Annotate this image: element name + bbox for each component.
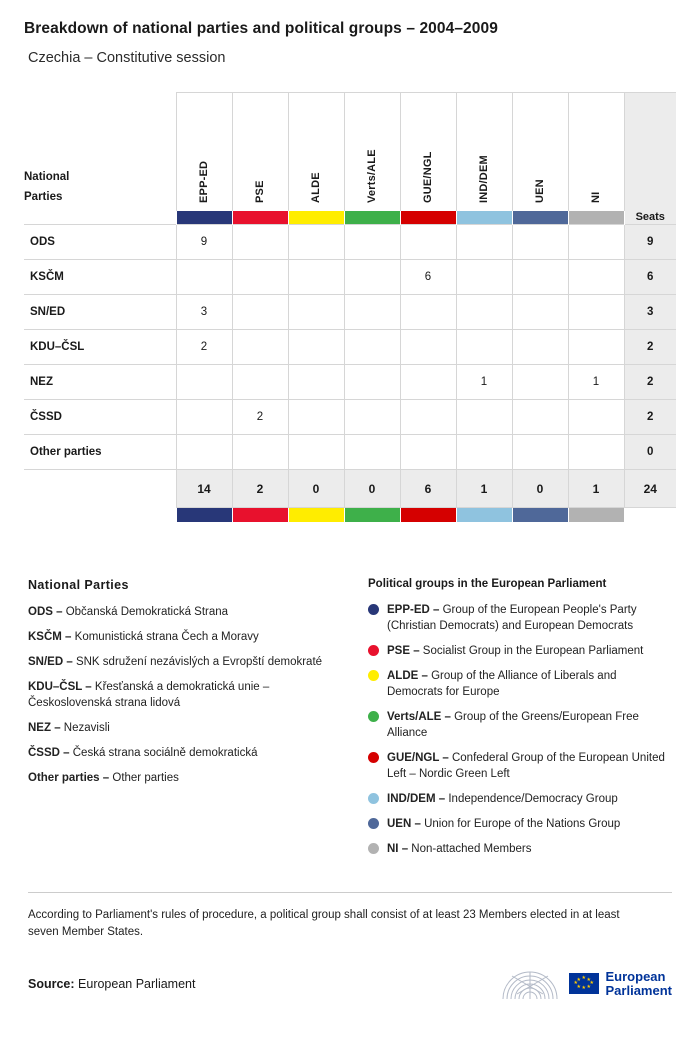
source-label: Source: [28, 976, 75, 991]
column-header-gue-ngl [400, 93, 456, 211]
cell [232, 260, 288, 295]
column-header-ni [568, 93, 624, 211]
legend-text: Verts/ALE – Group of the Greens/European Free Alliance [387, 710, 639, 739]
legend-text: GUE/NGL – Confederal Group of the European United Left – Nordic Green Left [387, 751, 665, 780]
cell [400, 330, 456, 365]
cell [456, 295, 512, 330]
hemicycle-icon [499, 967, 561, 1001]
column-header-label: NI [590, 191, 602, 203]
cell [512, 435, 568, 470]
legend-name: Komunistická strana Čech a Moravy [74, 630, 259, 643]
cell [400, 435, 456, 470]
cell [512, 225, 568, 260]
cell [512, 260, 568, 295]
total-cell: 0 [512, 470, 568, 508]
legend-abbr: ČSSD – [28, 746, 70, 759]
cell [512, 365, 568, 400]
cell [232, 295, 288, 330]
legend-groups-title: Political groups in the European Parliament [368, 577, 607, 590]
table-row [24, 225, 676, 260]
list-item [368, 709, 668, 741]
cell [344, 435, 400, 470]
legend-abbr: Verts/ALE – [387, 710, 451, 723]
legend-text: ALDE – Group of the Alliance of Liberals and Democrats for Europe [387, 669, 617, 698]
row-seats-total: 2 [624, 365, 676, 400]
legend-name: Other parties [112, 771, 179, 784]
cell [568, 330, 624, 365]
legend-abbr: EPP-ED – [387, 603, 440, 616]
list-item [28, 720, 348, 736]
color-band-ind-dem [456, 211, 512, 225]
legend-abbr: IND/DEM – [387, 792, 446, 805]
cell [232, 330, 288, 365]
row-seats-total: 2 [624, 400, 676, 435]
grand-total-seats: 24 [624, 470, 676, 508]
legend-text: NI – Non-attached Members [387, 842, 532, 855]
column-header-ind-dem [456, 93, 512, 211]
legend-text: PSE – Socialist Group in the European Parliament [387, 644, 644, 657]
cell: 3 [176, 295, 232, 330]
page-title: Breakdown of national parties and political groups – 2004–2009 [24, 20, 498, 37]
legend-abbr: NEZ – [28, 721, 61, 734]
color-band-pse [232, 211, 288, 225]
cell [568, 295, 624, 330]
cell: 1 [568, 365, 624, 400]
cell [512, 400, 568, 435]
legend-name: Občanská Demokratická Strana [65, 605, 229, 618]
row-label: KDU–ČSL [24, 330, 176, 365]
cell: 1 [456, 365, 512, 400]
cell [400, 225, 456, 260]
row-label: ČSSD [24, 400, 176, 435]
total-cell: 14 [176, 470, 232, 508]
cell [288, 400, 344, 435]
cell [288, 435, 344, 470]
legend-color-dot [368, 711, 379, 722]
bottom-color-band-epp-ed [176, 508, 232, 522]
cell [232, 435, 288, 470]
row-label: SN/ED [24, 295, 176, 330]
total-cell: 6 [400, 470, 456, 508]
cell [176, 435, 232, 470]
list-item [28, 604, 348, 620]
ep-logo-text [606, 970, 672, 998]
legend-abbr: KDU–ČSL – [28, 680, 92, 693]
row-seats-total: 6 [624, 260, 676, 295]
legend-abbr: PSE – [387, 644, 420, 657]
legend-abbr: NI – [387, 842, 409, 855]
cell [568, 225, 624, 260]
legend-text: IND/DEM – Independence/Democracy Group [387, 792, 618, 805]
row-header-label: National Parties [24, 170, 70, 203]
ep-logo-line2: Parliament [605, 982, 672, 998]
group-color-band-row [24, 211, 676, 225]
cell [288, 260, 344, 295]
table-row [24, 435, 676, 470]
column-header-epp-ed [176, 93, 232, 211]
legend-abbr: SN/ED – [28, 655, 73, 668]
legend-abbr: Other parties – [28, 771, 110, 784]
cell [288, 295, 344, 330]
table-row [24, 260, 676, 295]
cell [344, 365, 400, 400]
row-seats-total: 2 [624, 330, 676, 365]
row-label: KSČM [24, 260, 176, 295]
column-header-label: PSE [254, 179, 266, 203]
legends [24, 578, 676, 866]
total-cell: 2 [232, 470, 288, 508]
cell [288, 330, 344, 365]
cell [288, 365, 344, 400]
cell [512, 330, 568, 365]
list-item [368, 602, 668, 634]
cell [176, 400, 232, 435]
column-header-alde [288, 93, 344, 211]
bottom-color-band-ind-dem [456, 508, 512, 522]
source-value: European Parliament [78, 976, 196, 991]
legend-abbr: KSČM – [28, 630, 72, 643]
cell [344, 400, 400, 435]
legend-abbr: ODS – [28, 605, 63, 618]
seats-header-band [624, 211, 676, 225]
bottom-color-band-pse [232, 508, 288, 522]
cell [232, 365, 288, 400]
legend-national-title: National Parties [28, 577, 129, 592]
cell [344, 225, 400, 260]
table-header-row [24, 93, 676, 211]
cell: 6 [400, 260, 456, 295]
cell: 2 [232, 400, 288, 435]
legend-name: Křesťanská a demokratická unie – Československá strana lidová [28, 680, 270, 709]
seats-header-label: Seats [635, 211, 665, 223]
bottom-color-band-verts-ale [344, 508, 400, 522]
column-header-label: EPP-ED [198, 160, 210, 203]
legend-political-groups [368, 578, 668, 866]
legend-name: Česká strana sociálně demokratická [72, 746, 258, 759]
source-text [28, 977, 195, 991]
total-cell: 0 [288, 470, 344, 508]
legend-color-dot [368, 818, 379, 829]
cell [512, 295, 568, 330]
cell [400, 365, 456, 400]
bottom-color-band-alde [288, 508, 344, 522]
seats-header-cell [624, 93, 676, 211]
legend-abbr: ALDE – [387, 669, 428, 682]
cell [176, 260, 232, 295]
cell [456, 435, 512, 470]
cell [456, 225, 512, 260]
source-row [24, 941, 676, 1001]
column-header-label: ALDE [310, 171, 322, 203]
totals-row [24, 470, 676, 508]
legend-color-dot [368, 752, 379, 763]
legend-name: SNK sdružení nezávislých a Evropští demokraté [75, 655, 323, 668]
list-item [28, 629, 348, 645]
color-band-alde [288, 211, 344, 225]
legend-abbr: GUE/NGL – [387, 751, 449, 764]
eu-flag-icon: ★ ★ ★ ★ ★ ★ ★ ★ [569, 973, 599, 994]
list-item [368, 841, 668, 857]
cell [568, 260, 624, 295]
column-header-label: IND/DEM [478, 154, 490, 203]
page-subtitle: Czechia – Constitutive session [28, 50, 226, 66]
cell [400, 400, 456, 435]
cell: 2 [176, 330, 232, 365]
cell [344, 330, 400, 365]
seats-matrix-table [24, 92, 676, 522]
cell [176, 365, 232, 400]
list-item [368, 791, 668, 807]
ep-logo-line1: European [605, 968, 666, 984]
table-row [24, 365, 676, 400]
cell [456, 400, 512, 435]
total-cell: 1 [456, 470, 512, 508]
column-header-label: Verts/ALE [366, 148, 378, 203]
legend-color-dot [368, 604, 379, 615]
footer-note: According to Parliament's rules of procedure, a political group shall consist of at least 23 Members elected in at least seven Member States. [28, 908, 620, 938]
legend-national-parties [28, 578, 368, 866]
color-band-verts-ale [344, 211, 400, 225]
total-cell: 0 [344, 470, 400, 508]
band-spacer-right [624, 508, 676, 522]
row-seats-total: 9 [624, 225, 676, 260]
list-item [368, 750, 668, 782]
legend-text: UEN – Union for Europe of the Nations Group [387, 817, 621, 830]
cell [232, 225, 288, 260]
legend-color-dot [368, 793, 379, 804]
color-band-ni [568, 211, 624, 225]
cell [344, 260, 400, 295]
column-header-label: UEN [534, 178, 546, 203]
totals-row-label [24, 470, 176, 508]
european-parliament-logo [499, 967, 672, 1001]
row-header-cell [24, 93, 176, 211]
legend-color-dot [368, 645, 379, 656]
list-item [368, 816, 668, 832]
cell [568, 435, 624, 470]
legend-abbr: UEN – [387, 817, 421, 830]
cell [568, 400, 624, 435]
legend-color-dot [368, 670, 379, 681]
table-row [24, 295, 676, 330]
row-label: NEZ [24, 365, 176, 400]
legend-color-dot [368, 843, 379, 854]
bottom-color-band-ni [568, 508, 624, 522]
list-item [368, 643, 668, 659]
color-band-gue-ngl [400, 211, 456, 225]
cell [400, 295, 456, 330]
legend-text: EPP-ED – Group of the European People's Party (Christian Democrats) and European Democrats [387, 603, 637, 632]
cell [344, 295, 400, 330]
cell [456, 330, 512, 365]
cell [288, 225, 344, 260]
column-header-label: GUE/NGL [422, 150, 434, 203]
row-label: Other parties [24, 435, 176, 470]
total-cell: 1 [568, 470, 624, 508]
band-spacer [24, 508, 176, 522]
color-band-uen [512, 211, 568, 225]
bottom-color-band-row [24, 508, 676, 522]
column-header-verts-ale [344, 93, 400, 211]
color-band-epp-ed [176, 211, 232, 225]
column-header-uen [512, 93, 568, 211]
bottom-color-band-uen [512, 508, 568, 522]
table-row [24, 400, 676, 435]
band-spacer [24, 211, 176, 225]
list-item [28, 745, 348, 761]
row-label: ODS [24, 225, 176, 260]
row-seats-total: 0 [624, 435, 676, 470]
legend-name: Nezavisli [63, 721, 110, 734]
cell: 9 [176, 225, 232, 260]
table-row [24, 330, 676, 365]
column-header-pse [232, 93, 288, 211]
list-item [28, 654, 348, 670]
list-item [28, 770, 348, 786]
bottom-color-band-gue-ngl [400, 508, 456, 522]
list-item [368, 668, 668, 700]
list-item [28, 679, 348, 711]
cell [456, 260, 512, 295]
row-seats-total: 3 [624, 295, 676, 330]
